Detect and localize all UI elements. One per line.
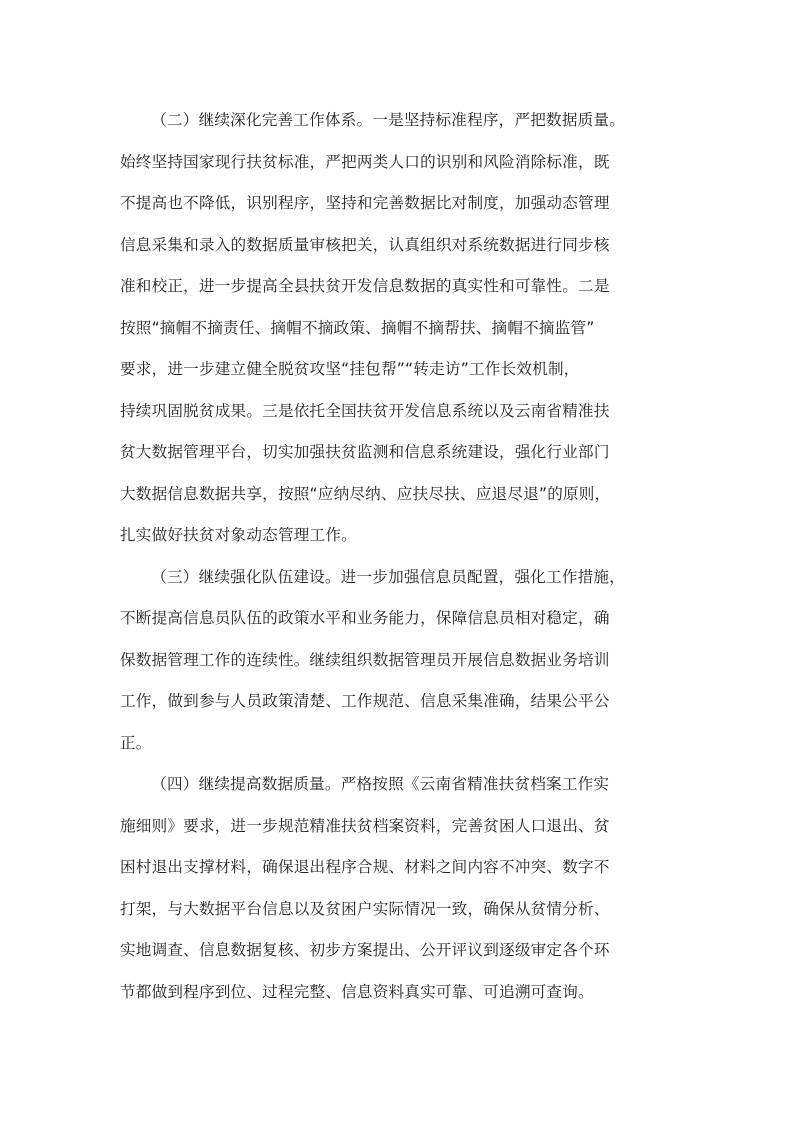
text-line: 大数据信息数据共享，按照“应纳尽纳、应扶尽扶、应退尽退”的原则，	[120, 484, 611, 503]
text-line: 准和校正，进一步提高全县扶贫开发信息数据的真实性和可靠性。二是	[120, 277, 610, 295]
document-body	[120, 100, 675, 1013]
text-line: 实地调查、信息数据复核、初步方案提出、公开评议到逐级审定各个环	[120, 941, 610, 959]
text-line: 打架，与大数据平台信息以及贫困户实际情况一致，确保从贫情分析、	[120, 899, 610, 918]
text-line: 扎实做好扶贫对象动态管理工作。	[120, 526, 357, 544]
text-line: 困村退出支撑材料，确保退出程序合规、材料之间内容不冲突、数字不	[120, 858, 610, 876]
text-line: 贫大数据管理平台，切实加强扶贫监测和信息系统建设，强化行业部门	[120, 443, 610, 461]
text-line: 信息采集和录入的数据质量审核把关，认真组织对系统数据进行同步核	[120, 235, 610, 254]
text-line: 节都做到程序到位、过程完整、信息资料真实可靠、可追溯可查询。	[120, 982, 594, 1001]
text-line: 正。	[120, 733, 152, 752]
text-line: 不提高也不降低，识别程序，坚持和完善数据比对制度，加强动态管理	[120, 194, 610, 212]
text-line: 始终坚持国家现行扶贫标准，严把两类人口的识别和风险消除标准，既	[120, 152, 610, 171]
text-line: （二）继续深化完善工作体系。一是坚持标准程序，严把数据质量。	[151, 111, 626, 129]
text-line: 保数据管理工作的连续性。继续组织数据管理员开展信息数据业务培训	[120, 650, 610, 669]
paragraph-1	[120, 100, 675, 557]
text-line: 工作，做到参与人员政策清楚、工作规范、信息采集准确，结果公平公	[120, 692, 610, 710]
text-line: 按照“摘帽不摘责任、摘帽不摘政策、摘帽不摘帮扶、摘帽不摘监管”	[120, 318, 595, 337]
text-line: （三）继续强化队伍建设。进一步加强信息员配置，强化工作措施，	[151, 567, 626, 586]
paragraph-2	[120, 557, 675, 765]
text-line: 持续巩固脱贫成果。三是依托全国扶贫开发信息系统以及云南省精准扶	[120, 401, 610, 420]
text-line: 要求，进一步建立健全脱贫攻坚“挂包帮”“转走访”工作长效机制，	[120, 360, 580, 378]
text-line: （四）继续提高数据质量。严格按照《云南省精准扶贫档案工作实	[151, 775, 610, 793]
paragraph-3	[120, 764, 675, 1013]
text-line: 不断提高信息员队伍的政策水平和业务能力，保障信息员相对稳定，确	[120, 609, 610, 627]
text-line: 施细则》要求，进一步规范精准扶贫档案资料，完善贫困人口退出、贫	[120, 816, 610, 835]
